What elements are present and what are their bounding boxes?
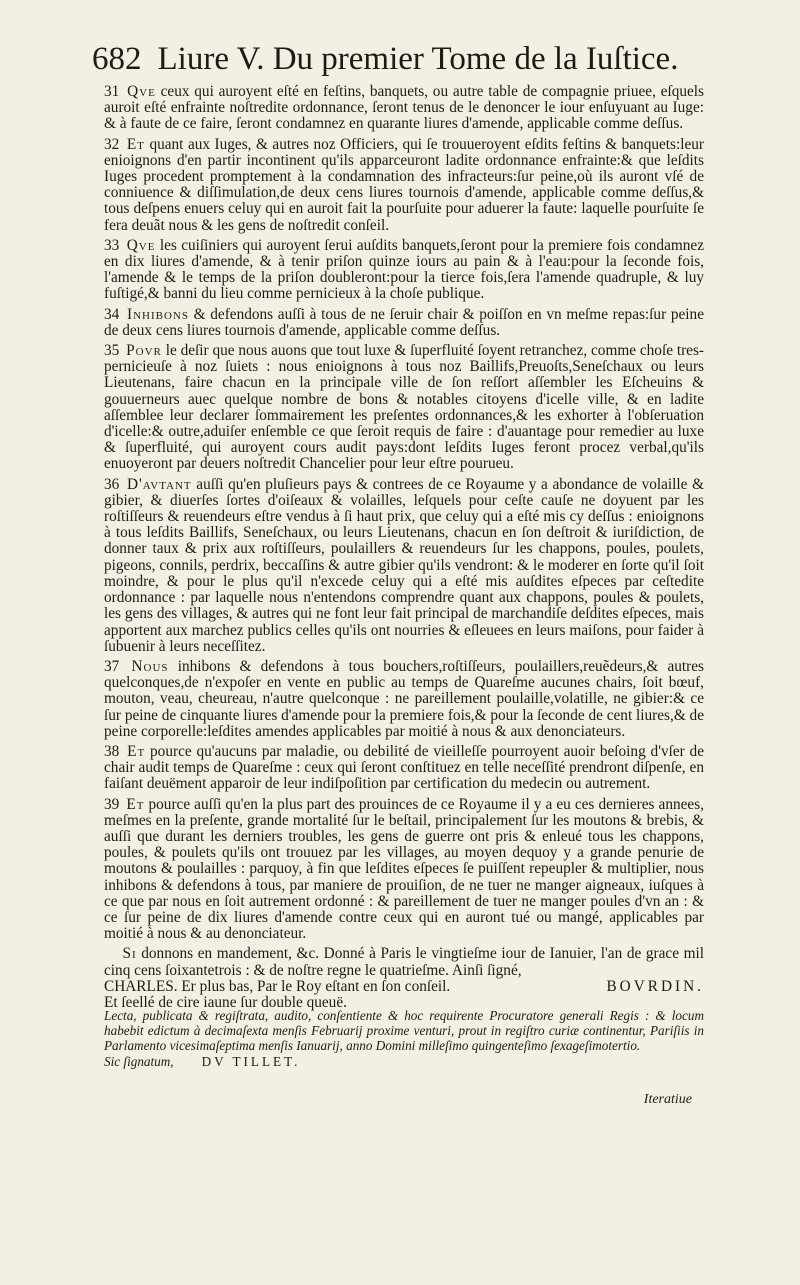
- article-number: 35: [104, 342, 120, 360]
- article-text: le deſir que nous auons que tout luxe & ſuperfluité ſoyent retranchez, comme choſe tres-pernicieuſe à noz ſuiets : nous enioignons à tous noz Baillifs,Preuoſts,Seneſchaux ou leurs Lieutenans, faire chacun en la principale ville de ſon reſſort aſſembler les Eſcheuins & gouuerneurs auec quelque nombre de bons & notables citoyens d'icelle ville, & en ladite aſſemblee leur declarer ſommairement les preſentes ordonnances,& les exhorter à l'obſeruation d'icelle:& outre,aduiſer enſemble ce que ſeroit requis de faire : d'auantage pour remedier au luxe & ſuperfluité, qui auroyent cours audit pays:dont leſdits Iuges feront procez verbal,qu'ils enuoyeront par deuers noſtredit Chancelier pour leur eſtre pourueu.: [104, 342, 705, 473]
- article-text: ceux qui auroyent eſté en feſtins, banquets, ou autre table de compagnie priuee, eſquels auroit eſté enfrainte noſtredite ordonnance, ſeront tenus de le denoncer le iour enſuyuant au Iuge: & à faute de ce faire, ſeront condamnez en quarante liures d'amende, applicable comme deſſus.: [104, 83, 705, 133]
- article-32: [104, 137, 704, 234]
- article-number: 34: [104, 305, 120, 323]
- running-title: Liure V. Du premier Tome de la Iuſtice.: [157, 41, 679, 77]
- article-text: les cuiſiniers qui auroyent ſerui auſdits banquets,ſeront pour la premiere fois condamnez en dix liures d'amende, & à tenir priſon quinze iours au pain & à l'eau:pour la ſeconde fois, l'amende & le temps de la priſon doubleront:pour la tierce fois,ſera l'amende quadruple, & luy fuſtigé,& banni du lieu comme pernicieux à la choſe publique.: [104, 236, 704, 303]
- article-31: [104, 84, 704, 133]
- article-lead: Et: [126, 135, 145, 153]
- registration-text: Lecta, publicata & regiſtrata, audito, conſentiente & hoc requirente Procuratore generali Regis : & locum habebit edictum à decimaſexta menſis Februarij proxime venturi, prout in regiſtro curiæ continentur, Pariſiis in Parlamento vicesimaſeptima menſis Ianuarij, anno Domini milleſimo quingenteſimo ſexageſimotertio.: [104, 1008, 704, 1054]
- article-text: auſſi qu'en pluſieurs pays & contrees de ce Royaume y a abondance de volaille & gibier, & diuerſes ſortes d'oiſeaux & volailles, leſquels pour ceſte cauſe ne doyuent par les roſtiſſeurs & reuendeurs eſtre vendus à ſi haut prix, que celuy qui a eſté mis cy deſſus : enioignons à tous leſdits Baillifs, Seneſchaux, ou leurs Lieutenans, chacun en ſon deſtroit & iuriſdiction, de donner taux & prix aux roſtiſſeurs, poulaillers & reuendeurs ſur les chappons, poules, poulets, pigeons, connils, perdrix, beccaſſins & autre gibier qu'ils vendront: & le moderer en ſorte qu'il ſoit moindre, & pour le plus qu'il n'excede celuy qui a eſté mis auſdites eſpeces par ceſtedite ordonnance : par laquelle nous n'entendons comprendre quant aux chappons, poules & poulets, les gens des villages, & autres qui ne font leur fait principal de marchandiſe deſdites eſpeces, mais apportent aux marchez publics celles qu'ils ont nourries & eſleuees en leurs maiſons, pour faider à ſubuenir à leurs neceſſitez.: [104, 475, 705, 655]
- closing-clause: [104, 946, 704, 978]
- article-38: [104, 744, 704, 793]
- catchword: Iteratiue: [643, 1092, 692, 1107]
- article-lead: Si: [122, 945, 137, 963]
- article-34: [104, 307, 704, 339]
- article-lead: Qve: [126, 236, 156, 254]
- article-lead: Nous: [131, 657, 169, 675]
- article-body: [104, 84, 704, 1015]
- article-lead: Povr: [126, 342, 162, 360]
- article-number: 36: [104, 475, 120, 493]
- page-number: 682: [92, 41, 142, 77]
- article-number: 37: [104, 657, 120, 675]
- article-number: 38: [104, 742, 120, 760]
- signed-label: Sic ſignatum,: [104, 1053, 174, 1069]
- article-text: & defendons auſſi à tous de ne ſeruir chair & poiſſon en vn meſme repas:ſur peine de deux cens liures tournois d'amende, applicable comme deſſus.: [104, 305, 704, 339]
- article-36: [104, 477, 704, 655]
- article-number: 39: [104, 795, 120, 813]
- signature-row: [104, 979, 704, 995]
- article-text: pource auſſi qu'en la plus part des prouinces de ce Royaume il y a eu ces dernieres annees, meſmes en la preſente, grande mortalité ſur le beſtail, principalement ſur les moutons & brebis, & auſſi que durant les derniers troubles, les gens de guerre ont pris & enleué tous les chappons, poules, & poulets qu'ils ont trouuez par les villages, au moyen dequoy y a grande penurie de moutons & poulailles : parquoy, à fin que leſdites eſpeces ſe puiſſent repeupler & multiplier, nous inhibons & defendons à tous, par maniere de prouiſion, de ne tuer ne manger aigneaux, iuſques à ce que par nous en ſoit autrement ordonné : & pareillement de tuer ne manger poules d'vn an : & ce ſur peine de dix liures d'amende contre ceux qui en auront tué ou mangé, applicables par moitié à nous & au denonciateur.: [104, 795, 704, 943]
- registration-signature: [104, 1054, 704, 1069]
- registrar-name: DV TILLET.: [201, 1053, 301, 1069]
- seal-line: Et ſeellé de cire iaune ſur double queuë.: [104, 993, 347, 1011]
- signature-right: BOVRDIN.: [606, 977, 704, 995]
- article-lead: Inhibons: [126, 305, 189, 323]
- article-37: [104, 659, 704, 740]
- article-text: quant aux Iuges, & autres noz Officiers, qui ſe trouueroyent eſdits feſtins & banquets:leur enioignons d'en partir incontinent qu'ils apparceuront ladite ordonnance enfrainte:& que leſdits Iuges procedent promptement à la condamnation des infracteurs:ſur peine,où ils auront vſé de conniuence & diſſimulation,de deux cens liures tournois d'amende, applicable comme deſſus,& tous deſpens enuers celuy qui en auroit fait la pourſuite pour aduerer la faute: laquelle pourſuite ſe fera deuãt nous & les gens de noſtredit conſeil.: [104, 135, 705, 234]
- article-number: 33: [104, 236, 120, 254]
- article-number: 32: [104, 135, 120, 153]
- article-text: donnons en mandement, &c. Donné à Paris le vingtieſme iour de Ianuier, l'an de grace mil cinq cens ſoixantetrois : & de noſtre regne le quatrieſme. Ainſi ſigné,: [104, 945, 705, 979]
- article-39: [104, 797, 704, 943]
- registration-note: [104, 1008, 704, 1069]
- article-33: [104, 238, 704, 303]
- article-lead: Qve: [127, 83, 156, 100]
- article-lead: D'avtant: [126, 475, 192, 493]
- signature-left: CHARLES. Er plus bas, Par le Roy eſtant en ſon conſeil.: [104, 977, 451, 995]
- article-lead: Et: [126, 795, 145, 813]
- article-text: pource qu'aucuns par maladie, ou debilité de vieilleſſe pourroyent auoir beſoing d'vſer de chair audit temps de Quareſme : ceux qui ſeront conſtituez en telle neceſſité prendront diſpenſe, en faiſant deuëment apparoir de leur indiſpoſition par certification du medecin ou autrement.: [104, 742, 704, 793]
- article-35: [104, 343, 704, 473]
- article-number: 31: [104, 83, 120, 100]
- running-head: [92, 40, 692, 78]
- article-text: inhibons & defendons à tous bouchers,roſtiſſeurs, poulaillers,reuẽdeurs,& autres quelconques,de n'expoſer en vente en public au temps de Quareſme aucunes chairs, ſoit bœuf, mouton, veau, cheureau, n'autre quelconque : ne pareillement poulaille,volatille, ne gibier:& ce ſur peine de cinquante liures d'amende pour la premiere fois,& pour la ſeconde de cent liures,& de peine corporelle:leſdites amendes applicables par moitié à nous & aux denonciateurs.: [104, 657, 705, 740]
- article-lead: Et: [127, 742, 146, 760]
